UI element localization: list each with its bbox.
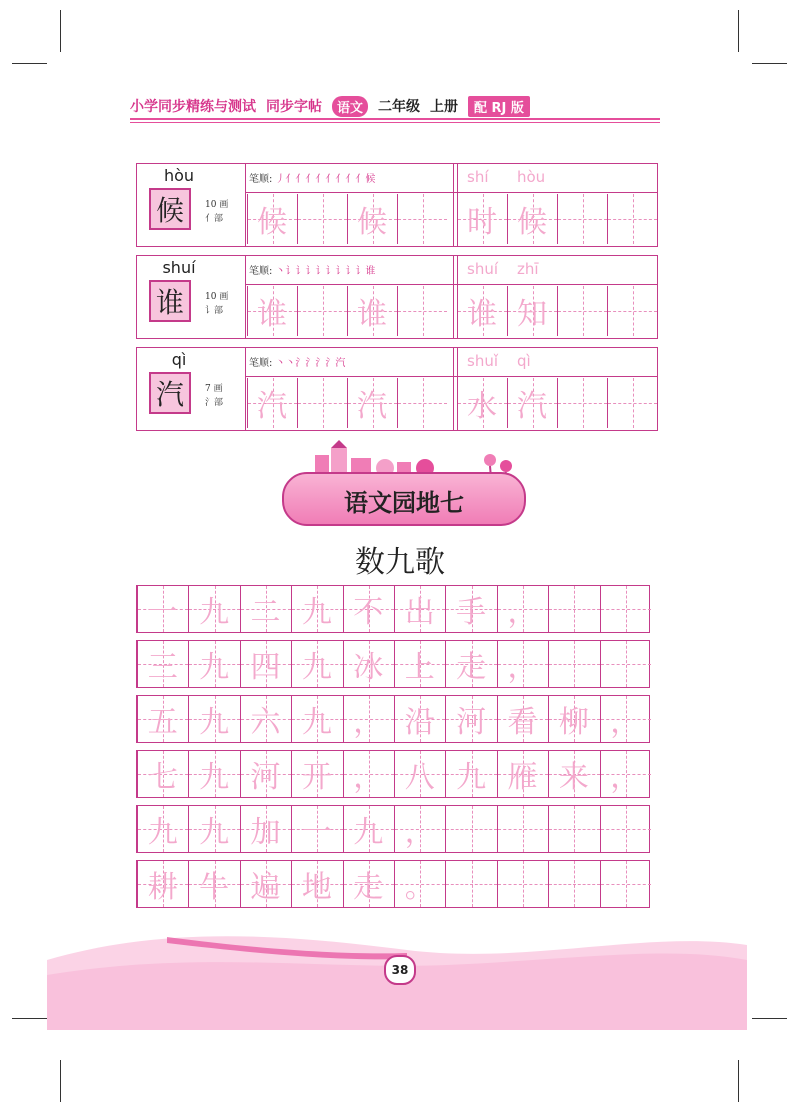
grid-line [453, 164, 454, 246]
poem-char: 一 [301, 815, 332, 850]
crop-mark [60, 10, 61, 52]
char-pinyin: qì [171, 350, 187, 369]
poem-char: ， [507, 650, 538, 685]
poem-char: ， [507, 595, 538, 630]
poem-char: ， [353, 705, 384, 740]
word-char: 知 [517, 297, 547, 332]
grid-cell [600, 641, 651, 687]
practice-cell [297, 286, 347, 336]
poem-char: 开 [301, 760, 332, 795]
poem-char: ， [610, 705, 641, 740]
poem-char: 七 [147, 760, 178, 795]
poem-char: 一 [147, 595, 178, 630]
stroke-order [249, 262, 375, 277]
grid-cell [548, 861, 599, 907]
poem-char: 看 [507, 705, 538, 740]
section-banner [282, 472, 526, 526]
grid-cell [548, 641, 599, 687]
stroke-sequence: 丶讠讠讠讠讠讠讠讠谁 [275, 266, 376, 277]
poem-char: 九 [301, 595, 332, 630]
grid-cell [600, 586, 651, 632]
word-char: 汽 [517, 389, 547, 424]
poem-char: ， [404, 815, 435, 850]
char-pinyin: hòu [163, 166, 195, 185]
stroke-count: 10 画 [205, 292, 229, 302]
book-title: 同步字帖 [266, 99, 322, 115]
grid-cell [600, 806, 651, 852]
poem-char: 走 [456, 650, 487, 685]
word-char: 时 [467, 205, 497, 240]
poem-char: ， [353, 760, 384, 795]
char-glyph: 谁 [149, 280, 191, 322]
grid-line [453, 348, 454, 430]
crop-mark [752, 63, 787, 64]
practice-cell [607, 194, 657, 244]
poem-char: 上 [404, 650, 435, 685]
grade-label: 二年级 [378, 99, 421, 115]
radical: 氵部 [205, 398, 224, 408]
tracing-char: 谁 [357, 297, 387, 332]
poem-char: 河 [250, 760, 281, 795]
poem-char: 九 [301, 650, 332, 685]
section-title: 语文园地七 [344, 488, 464, 517]
radical: 讠部 [205, 306, 224, 316]
card-info [137, 256, 246, 338]
poem-char: 遍 [250, 870, 281, 905]
char-glyph: 汽 [149, 372, 191, 414]
character-card [136, 255, 658, 339]
grid-line [453, 256, 454, 338]
poem-char: 九 [147, 815, 178, 850]
grid-line [245, 376, 657, 377]
grid-cell [497, 861, 548, 907]
poem-char: 不 [353, 595, 384, 630]
series-title: 小学同步精练与测试 [130, 99, 256, 115]
poem-char: 沿 [404, 705, 435, 740]
tracing-char: 谁 [257, 297, 287, 332]
crop-mark [60, 1060, 61, 1102]
poem-grid [136, 585, 650, 915]
stroke-order [249, 354, 345, 369]
word-pinyin: shuí [467, 260, 498, 278]
practice-cell [397, 378, 447, 428]
poem-char: 六 [250, 705, 281, 740]
stroke-count: 7 画 [205, 384, 223, 394]
practice-cell [557, 378, 607, 428]
grid-cell [548, 806, 599, 852]
stroke-order [249, 170, 375, 185]
tracing-char: 候 [257, 205, 287, 240]
poem-char: ， [610, 760, 641, 795]
poem-char: 九 [199, 815, 230, 850]
volume-label: 上册 [430, 99, 459, 115]
poem-char: 走 [353, 870, 384, 905]
poem-row [136, 805, 650, 853]
word-char: 水 [467, 389, 497, 424]
grid-cell [497, 806, 548, 852]
card-info [137, 348, 246, 430]
poem-char: 来 [558, 760, 589, 795]
char-pinyin: shuí [162, 258, 196, 277]
radical: 亻部 [205, 214, 224, 224]
char-glyph: 候 [149, 188, 191, 230]
header-rule-thin [130, 122, 660, 123]
poem-row [136, 695, 650, 743]
poem-char: 九 [301, 705, 332, 740]
subject-badge: 语文 [332, 96, 368, 117]
char-meta [205, 382, 223, 410]
practice-cell [297, 378, 347, 428]
word-pinyin: qì [517, 352, 531, 370]
poem-char: 九 [199, 650, 230, 685]
practice-cell [557, 286, 607, 336]
crop-mark [752, 1018, 787, 1019]
word-pinyin: zhī [517, 260, 539, 278]
page-number: 38 [384, 955, 416, 985]
stroke-label: 笔顺: [249, 266, 273, 277]
poem-char: 耕 [147, 870, 178, 905]
word-pinyin: shí [467, 168, 489, 186]
grid-cell [600, 861, 651, 907]
character-card [136, 347, 658, 431]
practice-cell [557, 194, 607, 244]
stroke-count: 10 画 [205, 200, 229, 210]
poem-char: 雁 [507, 760, 538, 795]
char-meta [205, 198, 228, 226]
grid-cell [548, 586, 599, 632]
poem-row [136, 860, 650, 908]
word-char: 候 [517, 205, 547, 240]
poem-char: 五 [147, 705, 178, 740]
word-pinyin: hòu [517, 168, 546, 186]
crop-mark [738, 10, 739, 52]
practice-cell [397, 194, 447, 244]
poem-char: 四 [250, 650, 281, 685]
edition-tag: 配 RJ 版 [468, 96, 530, 117]
header-rule [130, 118, 660, 120]
practice-cell [397, 286, 447, 336]
grid-cell [445, 806, 496, 852]
crop-mark [12, 1018, 47, 1019]
word-char: 谁 [467, 297, 497, 332]
poem-title: 数九歌 [355, 545, 445, 580]
poem-row [136, 585, 650, 633]
poem-char: 九 [199, 760, 230, 795]
poem-char: 加 [250, 815, 281, 850]
character-card [136, 163, 658, 247]
poem-char: 二 [250, 595, 281, 630]
poem-char: 牛 [199, 870, 230, 905]
poem-char: 九 [199, 705, 230, 740]
poem-char: 手 [456, 595, 487, 630]
practice-cell [297, 194, 347, 244]
tracing-char: 候 [357, 205, 387, 240]
page-header [130, 95, 530, 117]
poem-char: 九 [199, 595, 230, 630]
stroke-sequence: 丶丶氵氵氵氵汽 [275, 358, 346, 369]
poem-char: 九 [456, 760, 487, 795]
poem-char: 。 [404, 870, 435, 905]
stroke-label: 笔顺: [249, 358, 273, 369]
stroke-label: 笔顺: [249, 174, 273, 185]
poem-char: 冰 [353, 650, 384, 685]
practice-cell [607, 378, 657, 428]
char-meta [205, 290, 228, 318]
crop-mark [738, 1060, 739, 1102]
tracing-char: 汽 [357, 389, 387, 424]
poem-char: 出 [404, 595, 435, 630]
poem-char: 河 [456, 705, 487, 740]
grid-line [245, 192, 657, 193]
stroke-sequence: 丿亻亻亻亻亻亻亻亻候 [275, 174, 376, 185]
poem-char: 八 [404, 760, 435, 795]
poem-char: 九 [353, 815, 384, 850]
tracing-char: 汽 [257, 389, 287, 424]
grid-cell [445, 861, 496, 907]
card-info [137, 164, 246, 246]
poem-row [136, 640, 650, 688]
poem-char: 三 [147, 650, 178, 685]
grid-line [245, 284, 657, 285]
word-pinyin: shuǐ [467, 352, 498, 370]
poem-row [136, 750, 650, 798]
crop-mark [12, 63, 47, 64]
practice-cell [607, 286, 657, 336]
poem-char: 地 [301, 870, 332, 905]
poem-char: 柳 [558, 705, 589, 740]
